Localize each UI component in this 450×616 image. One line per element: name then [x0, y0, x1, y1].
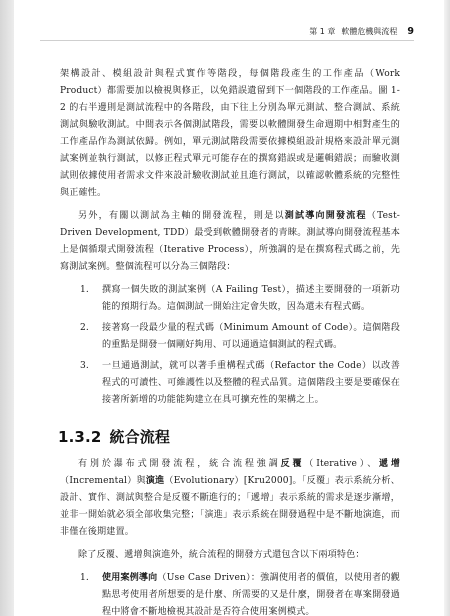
chapter-label: 第 1 章: [309, 27, 336, 36]
list-text: 接著寫一段最少量的程式碼（Minimum Amount of Code）。這個階段的重點是開發一個剛好夠用、可以通過這個測試的程式碼。: [102, 323, 400, 350]
list-number: 1.: [80, 573, 89, 583]
term-use-case-driven: 使用案例導向: [102, 573, 158, 583]
paragraph-4: 除了反覆、遞增與演進外，統合流程的開發方式還包含以下兩項特色：: [78, 550, 365, 560]
list-text-body: （Use Case Driven）：強調使用者的價值，以使用者的觀點思考使用者所想要的是什麼、所需要的又是什麼，開發者在專案開發過程中將會不斷地檢視其設計是否符合使用案例模式。: [102, 573, 400, 616]
list-text: 撰寫一個失敗的測試案例（A Failing Test），描述主要開發的一項新功能的預期行為。這個測試一開始注定會失敗，因為還未有程式碼。: [102, 285, 400, 312]
up-features-list: [80, 570, 400, 616]
p3-text-c: （Iterative）、: [304, 459, 379, 469]
list-number: 2.: [80, 323, 89, 333]
page-edge-shadow-left: [0, 0, 14, 616]
p3-text-a: 有別於瀑布式開發流程，統合流程強調: [78, 459, 281, 469]
term-iterative: 反覆: [280, 459, 305, 469]
p3-text-e: （Evolutionary）[Kru2000]。「反覆」表示系統分析、設計、實作、測試與整合是反覆不斷進行的；「遞增」表示系統的需求是逐步漸增，並非一開始就必須全部收集完整；「演進」表示系統在開發過程中是不斷地演進，而非僅在後期建置。: [60, 476, 400, 537]
section-number: 1.3.2: [58, 428, 102, 446]
list-number: 1.: [80, 285, 89, 295]
header-rule: [40, 40, 414, 41]
paragraph-3: [60, 456, 400, 541]
running-header: [309, 26, 414, 37]
page-number: 9: [407, 26, 414, 37]
section-heading: [58, 429, 400, 446]
page-body: [60, 66, 400, 616]
p2-text-b: （Test-Driven Development, TDD）最受到軟體開發者的青睞。測試導向開發流程基本上是個循環式開發流程（Iterative Process），所強調的是在撰寫程式碼之前，先寫測試案例。整個流程可以分為三個階段：: [60, 211, 400, 272]
term-incremental: 遞增: [379, 459, 400, 469]
term-evolutionary: 演進: [145, 476, 165, 486]
tdd-steps-list: [80, 282, 400, 409]
page-edge-shadow-right: [444, 0, 450, 616]
chapter-title: 軟體危機與流程: [341, 27, 398, 36]
list-item: [80, 570, 400, 616]
section-title: 統合流程: [109, 428, 171, 446]
p3-text-d: （Incremental）與: [60, 476, 146, 486]
list-text: 一旦通過測試，就可以著手重構程式碼（Refactor the Code）以改善程式的可讀性、可維護性以及整體的程式品質。這個階段主要是要確保在接著所新增的功能能夠建立在具可擴充性的架構之上。: [102, 361, 400, 405]
term-tdd: 測試導向開發流程: [284, 211, 367, 221]
list-item: [80, 282, 400, 316]
paragraph-2: [60, 208, 400, 276]
list-text: [102, 570, 400, 616]
p2-text-a: 另外，有關以測試為主軸的開發流程，則是以: [78, 211, 285, 221]
list-item: [80, 358, 400, 409]
list-item: [80, 320, 400, 354]
list-number: 3.: [80, 361, 89, 371]
paragraph-1: 架構設計、模組設計與程式實作等階段，每個階段產生的工作產品（Work Product）都需要加以檢視與修正，以免錯誤遺留到下一個階段的工作產品。圖 1-2 的右半邊則是測試流程中的各階段，由下往上分別為單元測試、整合測試、系統測試與驗收測試。中間表示各個測試階段，需要以軟體開發生命週期中相對產生的工作產品作為測試依歸。例如，單元測試階段需要依據模組設計規格來設計單元測試案例並執行測試，以修正程式單元可能存在的撰寫錯誤或是邏輯錯誤；而驗收測試則依據使用者需求文件來設計驗收測試並且進行測試，以確認軟體系統的完整性與正確性。: [60, 69, 400, 198]
